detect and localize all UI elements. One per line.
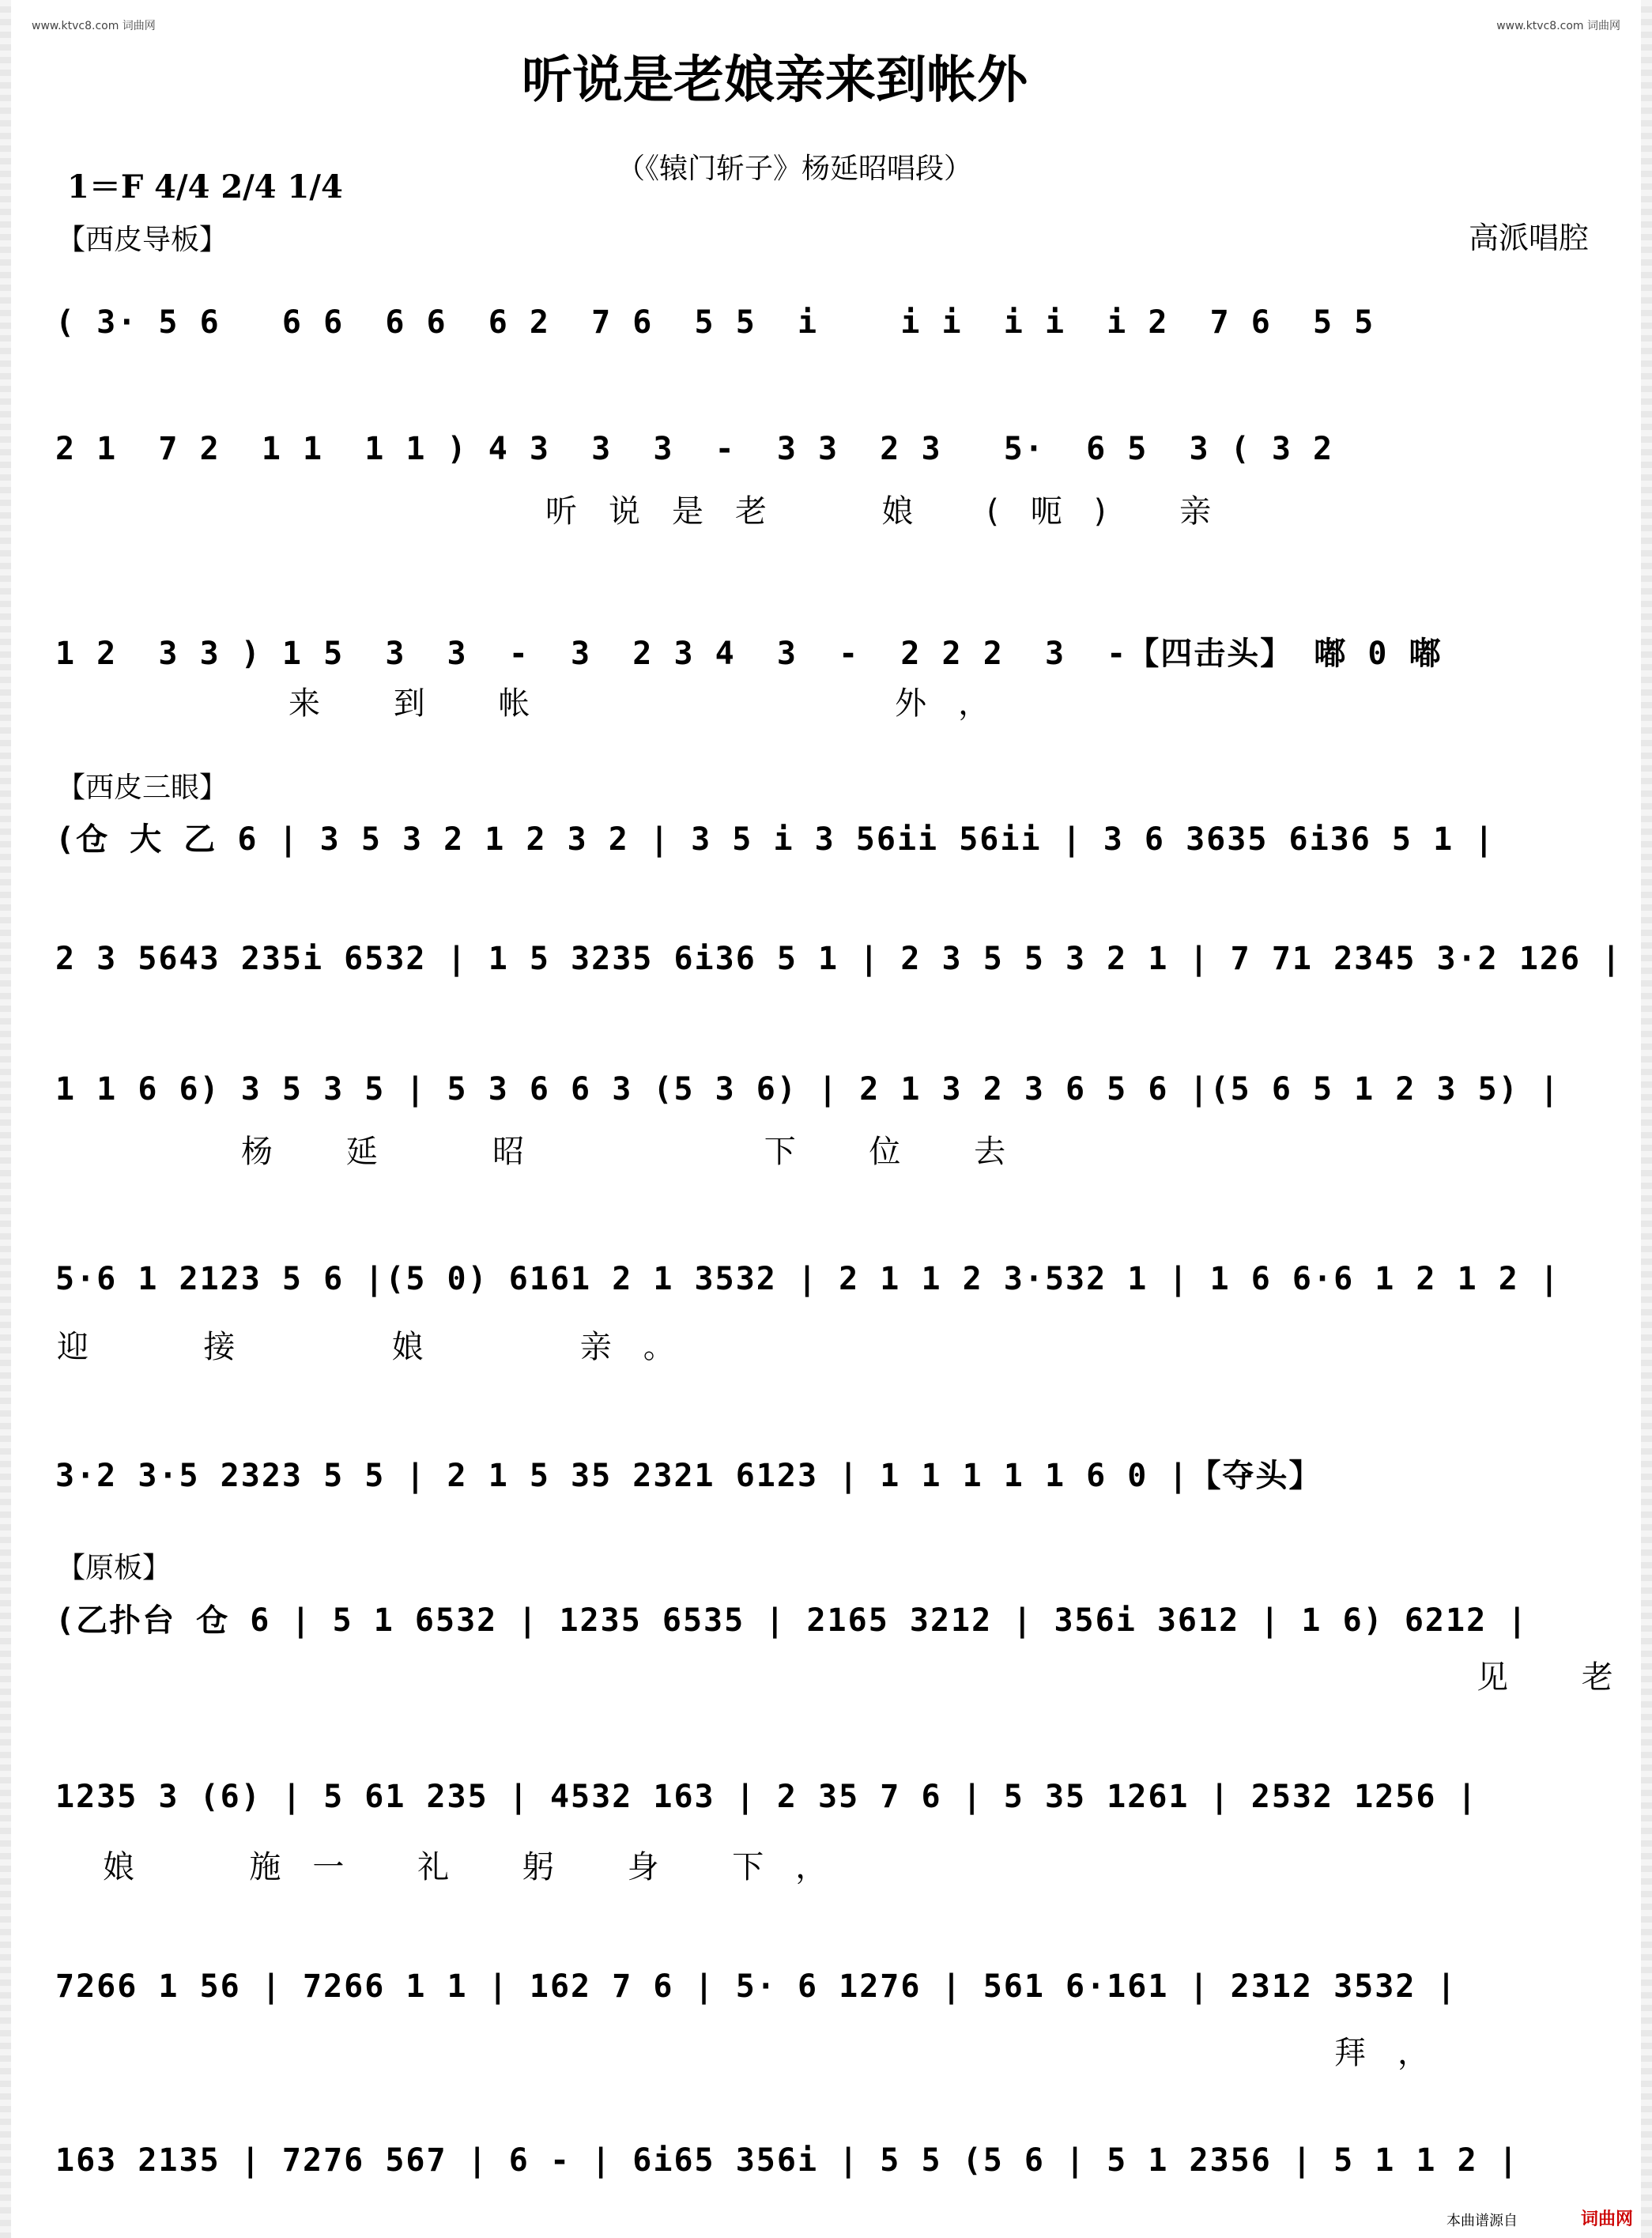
- section-label: 【西皮三眼】: [57, 772, 228, 804]
- lyric-row-6: 杨 延 昭 下 位 去: [241, 1134, 1038, 1170]
- notation-row-1: ( 3· 5 6 6 6 6 6 6 2 7 6 5 5 i i i i i i 2 7 6 5 5: [55, 304, 1375, 341]
- notation-row-7: 5·6 1 2123 5 6 |(5 0) 6161 2 1 3532 | 2 1 1 2 3·532 1 | 1 6 6·6 1 2 1 2 |: [55, 1261, 1560, 1297]
- site-watermark-left: www.ktvc8.com 词曲网: [32, 20, 156, 32]
- lyric-row-9: 见 老: [1477, 1659, 1645, 1696]
- footer-brand-logo[interactable]: 词曲网: [1581, 2210, 1634, 2229]
- song-title: 听说是老娘亲来到帐外: [522, 51, 1028, 110]
- vocal-style-label: 高派唱腔: [1469, 221, 1590, 255]
- site-watermark-right: www.ktvc8.com 词曲网: [1496, 20, 1620, 32]
- notation-row-5: 2 3 5643 235i 6532 | 1 5 3235 6i36 5 1 | 2 3 5 5 3 2 1 | 7 71 2345 3·2 126 |: [55, 941, 1623, 977]
- right-decorative-border: [1641, 0, 1652, 2238]
- notation-row-3: 1 2 3 3 ) 1 5 3 3 - 3 2 3 4 3 - 2 2 2 3 -【四击头】 嘟 0 嘟: [55, 636, 1443, 672]
- key-signature: 1＝F 4/4 2/4 1/4: [67, 168, 343, 206]
- lyric-row-10: 娘 施一 礼 躬 身 下，: [103, 1849, 859, 1885]
- section-label: 【西皮导板】: [57, 224, 228, 256]
- notation-row-4: (仓 大 乙 6 | 3 5 3 2 1 2 3 2 | 3 5 i 3 56ii 56ii | 3 6 3635 6i36 5 1 |: [55, 821, 1495, 858]
- notation-row-2: 2 1 7 2 1 1 1 1 ) 4 3 3 3 - 3 3 2 3 5· 6 5 3 ( 3 2: [55, 431, 1334, 467]
- song-subtitle: （《辕门斩子》杨延昭唱段）: [617, 153, 973, 185]
- notation-row-9: (乙扑台 仓 6 | 5 1 6532 | 1235 6535 | 2165 3212 | 356i 3612 | 1 6) 6212 |: [55, 1602, 1529, 1639]
- lyric-row-11: 拜，: [1334, 2035, 1461, 2071]
- footer-source-text: 本曲谱源自: [1446, 2213, 1518, 2229]
- notation-row-6: 1 1 6 6) 3 5 3 5 | 5 3 6 6 3 (5 3 6) | 2 1 3 2 3 6 5 6 |(5 6 5 1 2 3 5) |: [55, 1071, 1560, 1108]
- notation-row-11: 7266 1 56 | 7266 1 1 | 162 7 6 | 5· 6 1276 | 561 6·161 | 2312 3532 |: [55, 1968, 1458, 2005]
- notation-row-8: 3·2 3·5 2323 5 5 | 2 1 5 35 2321 6123 | 1 1 1 1 1 6 0 |【夺头】: [55, 1458, 1322, 1494]
- notation-row-12: 163 2135 | 7276 567 | 6 - | 6i65 356i | 5 5 (5 6 | 5 1 2356 | 5 1 1 2 |: [55, 2142, 1519, 2179]
- lyric-row-3: 来 到 帐 外，: [289, 685, 1022, 722]
- left-decorative-border: [0, 0, 11, 2238]
- section-label: 【原板】: [57, 1552, 172, 1584]
- lyric-row-2: 听说是老 娘 (呃) 亲: [545, 493, 1243, 530]
- lyric-row-7: 迎 接 娘 亲。: [57, 1329, 707, 1365]
- notation-row-10: 1235 3 (6) | 5 61 235 | 4532 163 | 2 35 7 6 | 5 35 1261 | 2532 1256 |: [55, 1779, 1478, 1815]
